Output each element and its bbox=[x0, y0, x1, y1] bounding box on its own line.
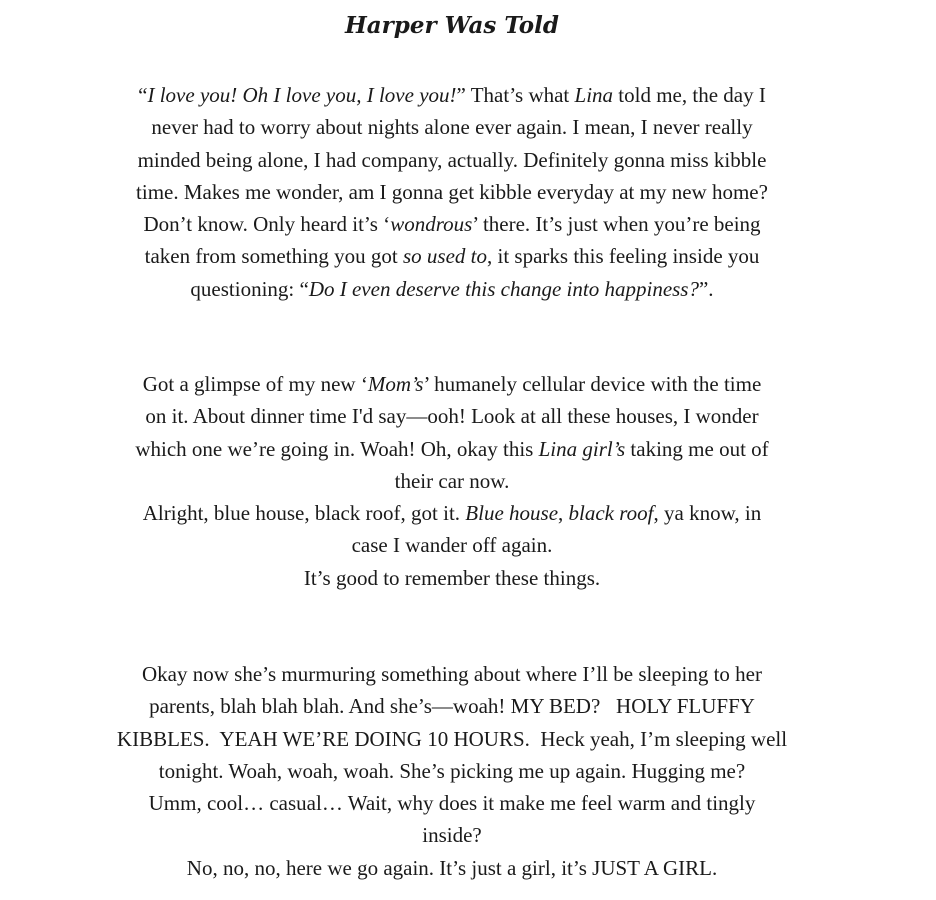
paragraph-line bbox=[94, 497, 810, 529]
story-title: Harper Was Told bbox=[345, 12, 559, 39]
italic-text: black roof bbox=[568, 501, 654, 526]
italic-text: Lina bbox=[574, 83, 614, 107]
text-run: Okay now she’s murmuring something about where I’ll be sleeping to her bbox=[142, 662, 762, 686]
paragraph-line bbox=[94, 529, 810, 561]
paragraph-line bbox=[94, 176, 810, 208]
text-run: parents, blah blah blah. And she’s—woah! MY BED? HOLY FLUFFY bbox=[149, 694, 755, 719]
text-run: , ya know, in bbox=[653, 501, 762, 526]
italic-text: Blue house bbox=[465, 501, 559, 526]
paragraph-line bbox=[94, 819, 810, 851]
story-paragraph-1 bbox=[94, 79, 810, 305]
italic-text: Do I even deserve this change into happiness? bbox=[308, 276, 699, 301]
text-run: on it. About dinner time I'd say—ooh! Look at all these houses, I wonder bbox=[145, 404, 759, 429]
paragraph-line bbox=[94, 368, 810, 400]
paragraph-line bbox=[94, 723, 810, 755]
text-run: which one we’re going in. Woah! Oh, okay this bbox=[135, 436, 539, 461]
text-run: ’ humanely cellular device with the time bbox=[423, 372, 762, 396]
text-run: Alright, blue house, black roof, got it. bbox=[142, 501, 466, 526]
text-run: ’ there. It’s just when you’re being bbox=[472, 212, 761, 237]
paragraph-line bbox=[94, 787, 810, 819]
story-paragraph-2 bbox=[94, 368, 810, 594]
paragraph-line bbox=[94, 79, 810, 111]
paragraph-line bbox=[94, 658, 810, 690]
paragraph-line bbox=[94, 273, 810, 305]
italic-text: wondrous bbox=[390, 212, 473, 237]
paragraph-line bbox=[94, 400, 810, 432]
paragraph-line bbox=[94, 144, 810, 176]
text-run: “ bbox=[138, 83, 148, 107]
paragraph-line bbox=[94, 433, 810, 465]
text-run: ”. bbox=[698, 276, 714, 301]
italic-text: I love you! Oh I love you, I love you! bbox=[147, 83, 457, 107]
italic-text: Mom’s bbox=[367, 372, 424, 396]
text-run: It’s good to remember these things. bbox=[303, 565, 601, 590]
text-run: No, no, no, here we go again. It’s just a girl, it’s JUST A GIRL. bbox=[186, 855, 718, 880]
text-run: taken from something you got bbox=[144, 244, 403, 269]
paragraph-line bbox=[94, 240, 810, 272]
text-run: Don’t know. Only heard it’s ‘ bbox=[143, 212, 391, 237]
text-run: KIBBLES. YEAH WE’RE DOING 10 HOURS. Heck yeah, I’m sleeping well bbox=[116, 726, 788, 751]
text-run: their car now. bbox=[394, 468, 510, 493]
text-run: case I wander off again. bbox=[351, 533, 553, 558]
text-run: questioning: “ bbox=[190, 276, 309, 301]
paragraph-line bbox=[94, 111, 810, 143]
text-run: time. Makes me wonder, am I gonna get kibble everyday at my new home? bbox=[136, 179, 768, 204]
paragraph-line bbox=[94, 755, 810, 787]
text-run: , bbox=[558, 501, 569, 526]
text-run: inside? bbox=[422, 823, 482, 848]
text-run: ” That’s what bbox=[456, 83, 575, 107]
italic-text: Lina girl’s bbox=[538, 436, 626, 461]
text-run: tonight. Woah, woah, woah. She’s picking me up again. Hugging me? bbox=[158, 758, 746, 783]
paragraph-line bbox=[94, 208, 810, 240]
text-run: told me, the day I bbox=[613, 83, 766, 107]
text-run: Umm, cool… casual… Wait, why does it make me feel warm and tingly bbox=[148, 791, 756, 816]
text-run: minded being alone, I had company, actually. Definitely gonna miss kibble bbox=[137, 147, 767, 172]
italic-text: so used to bbox=[403, 244, 487, 269]
text-run: never had to worry about nights alone ever again. I mean, I never really bbox=[151, 115, 753, 140]
text-run: taking me out of bbox=[625, 436, 769, 461]
story-paragraph-3 bbox=[94, 658, 810, 884]
paragraph-line bbox=[94, 562, 810, 594]
text-run: , it sparks this feeling inside you bbox=[487, 244, 760, 269]
paragraph-line bbox=[94, 852, 810, 884]
paragraph-line bbox=[94, 690, 810, 722]
paragraph-line bbox=[94, 465, 810, 497]
text-run: Got a glimpse of my new ‘ bbox=[142, 372, 368, 396]
